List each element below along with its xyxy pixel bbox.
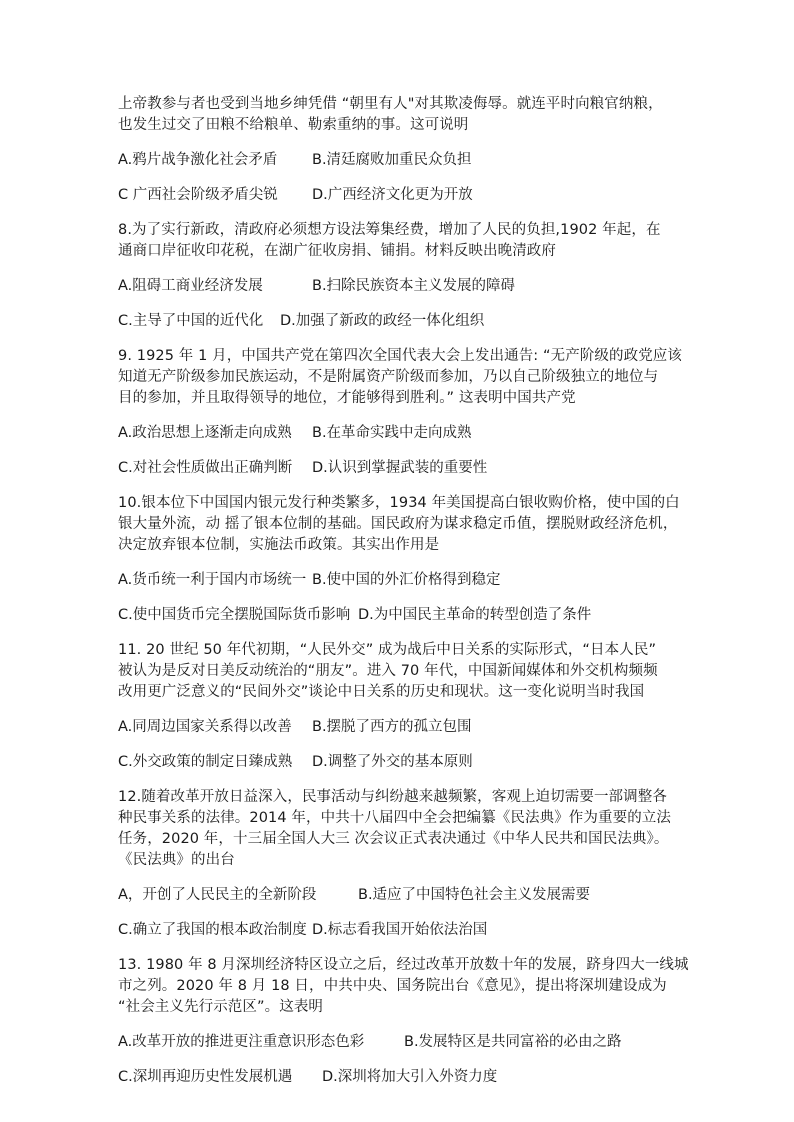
option-d: D.认识到掌握武装的重要性 [312, 460, 488, 476]
option-b: B.在革命实践中走向成熟 [312, 425, 472, 441]
option-row [118, 570, 682, 591]
option-row [118, 458, 682, 479]
stem-line: 任务，2020 年，十三届全国人大三 次会议正式表决通过《中华人民共和国民法典》。 [118, 831, 669, 847]
stem-line: 通商口岸征收印花税，在湖广征收房捐、铺捐。材料反映出晚清政府 [118, 243, 556, 259]
option-b: B.扫除民族资本主义发展的障碍 [312, 278, 516, 294]
question-stem [118, 220, 682, 262]
option-row [118, 150, 682, 171]
question-stem [118, 955, 689, 1018]
option-row [118, 423, 682, 444]
stem-line: “社会主义先行示范区”。这表明 [118, 999, 324, 1015]
option-c: C.对社会性质做出正确判断 [118, 460, 293, 476]
stem-line: 银大量外流，动 摇了银本位制的基础。国民政府为谋求稳定币值，摆脱财政经济危机， [118, 516, 678, 532]
question-stem [118, 346, 682, 409]
stem-line: 被认为是反对日美反动统治的“朋友”。进入 70 年代，中国新闻媒体和外交机构频频 [118, 663, 658, 679]
option-row [118, 185, 682, 206]
stem-line: 13. 1980 年 8 月深圳经济特区设立之后，经过改革开放数十年的发展，跻身四大一线城 [118, 957, 689, 973]
option-c: C.外交政策的制定日臻成熟 [118, 754, 293, 770]
option-row [118, 605, 682, 626]
option-a: A.货币统一利于国内市场统一 [118, 572, 307, 588]
question-stem [118, 787, 682, 871]
option-row [118, 276, 682, 297]
option-c: C.主导了中国的近代化 [118, 313, 264, 329]
stem-line: 9. 1925 年 1 月，中国共产党在第四次全国代表大会上发出通告: “无产阶级的政党应该 [118, 348, 683, 364]
option-d: D.为中国民主革命的转型创造了条件 [358, 607, 592, 623]
question-13 [118, 955, 689, 1088]
stem-line: 12.随着改革开放日益深入，民事活动与纠纷越来越频繁，客观上迫切需要一部调整各 [118, 789, 667, 805]
stem-line: 8.为了实行新政，清政府必须想方设法筹集经费，增加了人民的负担,1902 年起，在 [118, 222, 661, 238]
option-row [118, 752, 682, 773]
option-b: B.摆脱了西方的孤立包围 [312, 719, 472, 735]
question-11 [118, 640, 682, 773]
option-a: A.鸦片战争激化社会矛盾 [118, 152, 278, 168]
option-b: B.清廷腐败加重民众负担 [312, 152, 472, 168]
option-d: D.广西经济文化更为开放 [312, 187, 473, 203]
question-stem [118, 640, 682, 703]
stem-line: 改用更广泛意义的“民间外交”谈论中日关系的历史和现状。这一变化说明当时我国 [118, 684, 645, 700]
question-9 [118, 346, 682, 479]
option-b: B.使中国的外汇价格得到稳定 [312, 572, 501, 588]
stem-line: 目的参加，并且取得领导的地位，才能够得到胜利。” 这表明中国共产党 [118, 390, 576, 406]
option-row [118, 311, 682, 332]
option-row [118, 885, 682, 906]
option-a: A.改革开放的推进更注重意识形态色彩 [118, 1034, 365, 1050]
option-c: C.深圳再迎历史性发展机遇 [118, 1069, 293, 1085]
option-a: A.同周边国家关系得以改善 [118, 719, 292, 735]
option-row [118, 717, 682, 738]
stem-line: 决定放弃银本位制，实施法币政策。其实出作用是 [118, 537, 440, 553]
option-row [118, 1032, 682, 1053]
question-12 [118, 787, 682, 941]
option-a: A.阻碍工商业经济发展 [118, 278, 263, 294]
stem-line: 种民事关系的法律。2014 年，中共十八届四中全会把编纂《民法典》作为重要的立法 [118, 810, 672, 826]
stem-line: 11. 20 世纪 50 年代初期，“人民外交” 成为战后中日关系的实际形式，“日本人民” [118, 642, 657, 658]
option-c: C.使中国货币完全摆脱国际货币影响 [118, 607, 351, 623]
stem-line: 10.银本位下中国国内银元发行种类繁多，1934 年美国提高白银收购价格，使中国的白 [118, 495, 680, 511]
question-stem [118, 94, 682, 136]
option-c: C.确立了我国的根本政治制度 [118, 922, 307, 938]
stem-line: 也发生过交了田粮不给粮单、勒索重纳的事。这可说明 [118, 117, 469, 133]
question-7-continued [118, 94, 682, 206]
option-a: A.政治思想上逐渐走向成熟 [118, 425, 292, 441]
question-8 [118, 220, 682, 332]
question-stem [118, 493, 682, 556]
option-d: D.加强了新政的政经一体化组织 [280, 313, 485, 329]
stem-line: 上帝教参与者也受到当地乡绅凭借 “朝里有人"对其欺凌侮辱。就连平时向粮官纳粮， [118, 96, 663, 112]
stem-line: 市之列。2020 年 8 月 18 日，中共中央、国务院出台《意见》，提出将深圳建设成为 [118, 978, 667, 994]
option-d: D.调整了外交的基本原则 [312, 754, 473, 770]
option-row [118, 920, 682, 941]
option-row [118, 1067, 682, 1088]
option-d: D.标志看我国开始依法治国 [312, 922, 488, 938]
stem-line: 《民法典》的出台 [118, 852, 235, 868]
option-d: D.深圳将加大引入外资力度 [322, 1069, 498, 1085]
option-b: B.适应了中国特色社会主义发展需要 [358, 887, 591, 903]
stem-line: 知道无产阶级参加民族运动，不是附属资产阶级而参加，乃以自己阶级独立的地位与 [118, 369, 659, 385]
question-10 [118, 493, 682, 626]
option-a: A，开创了人民民主的全新阶段 [118, 887, 317, 903]
option-c: C 广西社会阶级矛盾尖锐 [118, 187, 278, 203]
option-b: B.发展特区是共同富裕的必由之路 [404, 1034, 622, 1050]
